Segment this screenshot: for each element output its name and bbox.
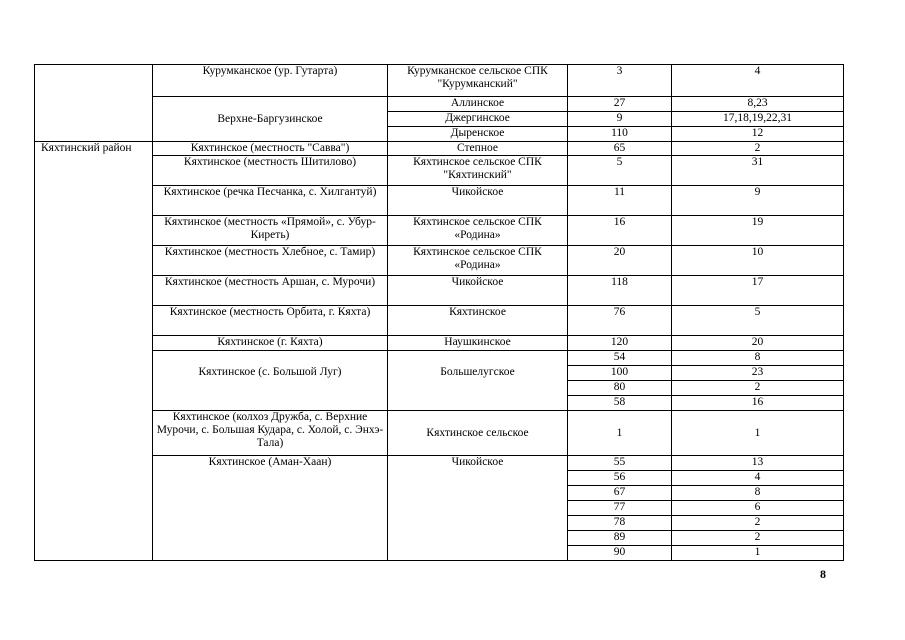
- table-row: [35, 411, 844, 456]
- number-cell: 3: [568, 65, 672, 97]
- number-cell: 65: [568, 142, 672, 156]
- number-cell: 55: [568, 456, 672, 471]
- number-cell: 100: [568, 366, 672, 381]
- plots-cell: 13: [672, 456, 844, 471]
- number-cell: 5: [568, 156, 672, 186]
- table-row: [35, 306, 844, 336]
- plots-cell: 10: [672, 246, 844, 276]
- organization-cell: Степное: [388, 142, 568, 156]
- data-table: [34, 64, 844, 561]
- plots-cell: 1: [672, 546, 844, 561]
- plots-cell: 2: [672, 516, 844, 531]
- number-cell: 110: [568, 127, 672, 142]
- organization-cell: Кяхтинское сельское СПК «Родина»: [388, 246, 568, 276]
- organization-cell: Большелугское: [388, 351, 568, 411]
- table-row: [35, 186, 844, 216]
- plots-cell: 4: [672, 471, 844, 486]
- plots-cell: 12: [672, 127, 844, 142]
- table-row: [35, 246, 844, 276]
- number-cell: 89: [568, 531, 672, 546]
- organization-cell: Кяхтинское сельское СПК «Родина»: [388, 216, 568, 246]
- plots-cell: 2: [672, 531, 844, 546]
- area-cell: Кяхтинское (местность Аршан, с. Мурочи): [153, 276, 388, 306]
- plots-cell: 19: [672, 216, 844, 246]
- plots-cell: 17,18,19,22,31: [672, 112, 844, 127]
- area-cell: Кяхтинское (местность Орбита, г. Кяхта): [153, 306, 388, 336]
- number-cell: 1: [568, 411, 672, 456]
- plots-cell: 2: [672, 142, 844, 156]
- number-cell: 67: [568, 486, 672, 501]
- area-cell: Кяхтинское (местность "Савва"): [153, 142, 388, 156]
- organization-cell: Кяхтинское сельское: [388, 411, 568, 456]
- plots-cell: 31: [672, 156, 844, 186]
- page-number: 8: [820, 567, 826, 581]
- plots-cell: 23: [672, 366, 844, 381]
- number-cell: 16: [568, 216, 672, 246]
- plots-cell: 6: [672, 501, 844, 516]
- number-cell: 58: [568, 396, 672, 411]
- table-row: [35, 142, 844, 156]
- table-row: [35, 276, 844, 306]
- area-cell: Курумканское (ур. Гутарта): [153, 65, 388, 97]
- table-row: [35, 97, 844, 112]
- number-cell: 54: [568, 351, 672, 366]
- plots-cell: 17: [672, 276, 844, 306]
- number-cell: 120: [568, 336, 672, 351]
- organization-cell: Чикойское: [388, 186, 568, 216]
- table-row: [35, 216, 844, 246]
- area-cell: Кяхтинское (с. Большой Луг): [153, 351, 388, 411]
- area-cell: Кяхтинское (г. Кяхта): [153, 336, 388, 351]
- plots-cell: 2: [672, 381, 844, 396]
- plots-cell: 4: [672, 65, 844, 97]
- district-cell: [35, 65, 153, 142]
- area-cell: Кяхтинское (местность «Прямой», с. Убур-Киреть): [153, 216, 388, 246]
- number-cell: 56: [568, 471, 672, 486]
- organization-cell: Чикойское: [388, 276, 568, 306]
- table-row: [35, 156, 844, 186]
- organization-cell: Кяхтинское сельское СПК "Кяхтинский": [388, 156, 568, 186]
- plots-cell: 5: [672, 306, 844, 336]
- plots-cell: 1: [672, 411, 844, 456]
- organization-cell: Курумканское сельское СПК "Курумканский": [388, 65, 568, 97]
- number-cell: 77: [568, 501, 672, 516]
- number-cell: 27: [568, 97, 672, 112]
- plots-cell: 8,23: [672, 97, 844, 112]
- number-cell: 11: [568, 186, 672, 216]
- area-cell: Кяхтинское (Аман-Хаан): [153, 456, 388, 561]
- area-cell: Кяхтинское (местность Шитилово): [153, 156, 388, 186]
- table-row: [35, 351, 844, 366]
- table-row: [35, 456, 844, 471]
- district-cell: Кяхтинский район: [35, 142, 153, 561]
- organization-cell: Кяхтинское: [388, 306, 568, 336]
- area-cell: Кяхтинское (речка Песчанка, с. Хилгантуй): [153, 186, 388, 216]
- organization-cell: Джергинское: [388, 112, 568, 127]
- plots-cell: 9: [672, 186, 844, 216]
- number-cell: 90: [568, 546, 672, 561]
- number-cell: 76: [568, 306, 672, 336]
- number-cell: 78: [568, 516, 672, 531]
- table-row: [35, 65, 844, 97]
- number-cell: 20: [568, 246, 672, 276]
- organization-cell: Дыренское: [388, 127, 568, 142]
- area-cell: Кяхтинское (местность Хлебное, с. Тамир): [153, 246, 388, 276]
- organization-cell: Наушкинское: [388, 336, 568, 351]
- number-cell: 80: [568, 381, 672, 396]
- table-row: [35, 336, 844, 351]
- plots-cell: 8: [672, 351, 844, 366]
- plots-cell: 16: [672, 396, 844, 411]
- area-cell: Верхне-Баргузинское: [153, 97, 388, 142]
- plots-cell: 8: [672, 486, 844, 501]
- area-cell: Кяхтинское (колхоз Дружба, с. Верхние Мурочи, с. Большая Кудара, с. Холой, с. Энхэ-Тала): [153, 411, 388, 456]
- number-cell: 118: [568, 276, 672, 306]
- organization-cell: Чикойское: [388, 456, 568, 561]
- organization-cell: Аллинское: [388, 97, 568, 112]
- number-cell: 9: [568, 112, 672, 127]
- plots-cell: 20: [672, 336, 844, 351]
